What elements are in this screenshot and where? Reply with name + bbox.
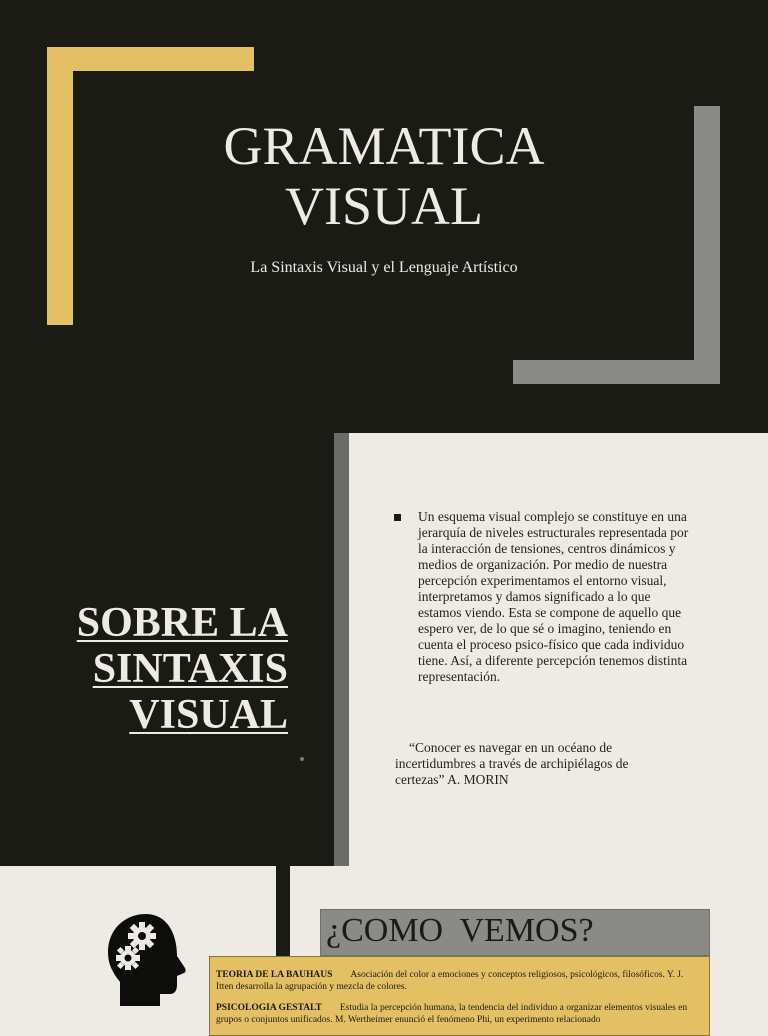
section-heading-line1: SOBRE LA [76, 600, 288, 646]
como-vemos-title: ¿COMO VEMOS? [326, 912, 594, 949]
square-bullet-icon [394, 514, 401, 521]
syntax-gray-divider [334, 433, 349, 866]
theory-term: PSICOLOGIA GESTALT [216, 1003, 322, 1013]
gray-bracket-side [694, 106, 720, 384]
theory-description: Estudia la percepción humana, la tendencia del individuo a organizar elementos visuales en grupos o conjuntos unificados. M. Wertheimer enunció el fenómeno Phi, un experimento relacionado [216, 1003, 688, 1025]
main-subtitle: La Sintaxis Visual y el Lenguaje Artístico [250, 259, 518, 276]
decorative-dot [300, 757, 304, 761]
gray-bracket-bottom [513, 360, 720, 384]
section-heading [40, 600, 288, 738]
theory-term: TEORIA DE LA BAUHAUS [216, 970, 333, 980]
section-heading-line3: VISUAL [129, 692, 288, 738]
morin-quote: “Conocer es navegar en un océano de incertidumbres a través de archipiélagos de certezas” A. MORIN [395, 740, 629, 787]
head-gears-icon [104, 912, 188, 1008]
theory-description: Asociación del color a emociones y conceptos religiosos, psicológicos, filosóficos. Y. J. Itten desarrolla la agrupación y mezcla de colores. [216, 970, 684, 992]
theory-row-bauhaus [216, 969, 702, 993]
main-title [134, 116, 634, 236]
gold-bracket-side [47, 47, 73, 325]
black-vertical-bar [276, 866, 290, 961]
theory-row-gestalt [216, 1002, 702, 1026]
main-title-line1: GRAMATICA [223, 116, 545, 176]
gold-bracket-top [47, 47, 254, 71]
syntax-body-text: Un esquema visual complejo se constituye en una jerarquía de niveles estructurales representada por la interacción de tensiones, centros dinámicos y medios de organización. Por medio de nuestra percepción experimentamos el entorno visual, interpretamos y damos significado a lo que estamos viendo. Esta se compone de aquello que espero ver, de lo que sé o imagino, teniendo en cuenta el proceso psico-físico que cada individuo tiene. Así, a diferente percepción tenemos distinta representación. [418, 509, 689, 684]
section-heading-line2: SINTAXIS [92, 646, 288, 692]
main-title-line2: VISUAL [285, 176, 483, 236]
